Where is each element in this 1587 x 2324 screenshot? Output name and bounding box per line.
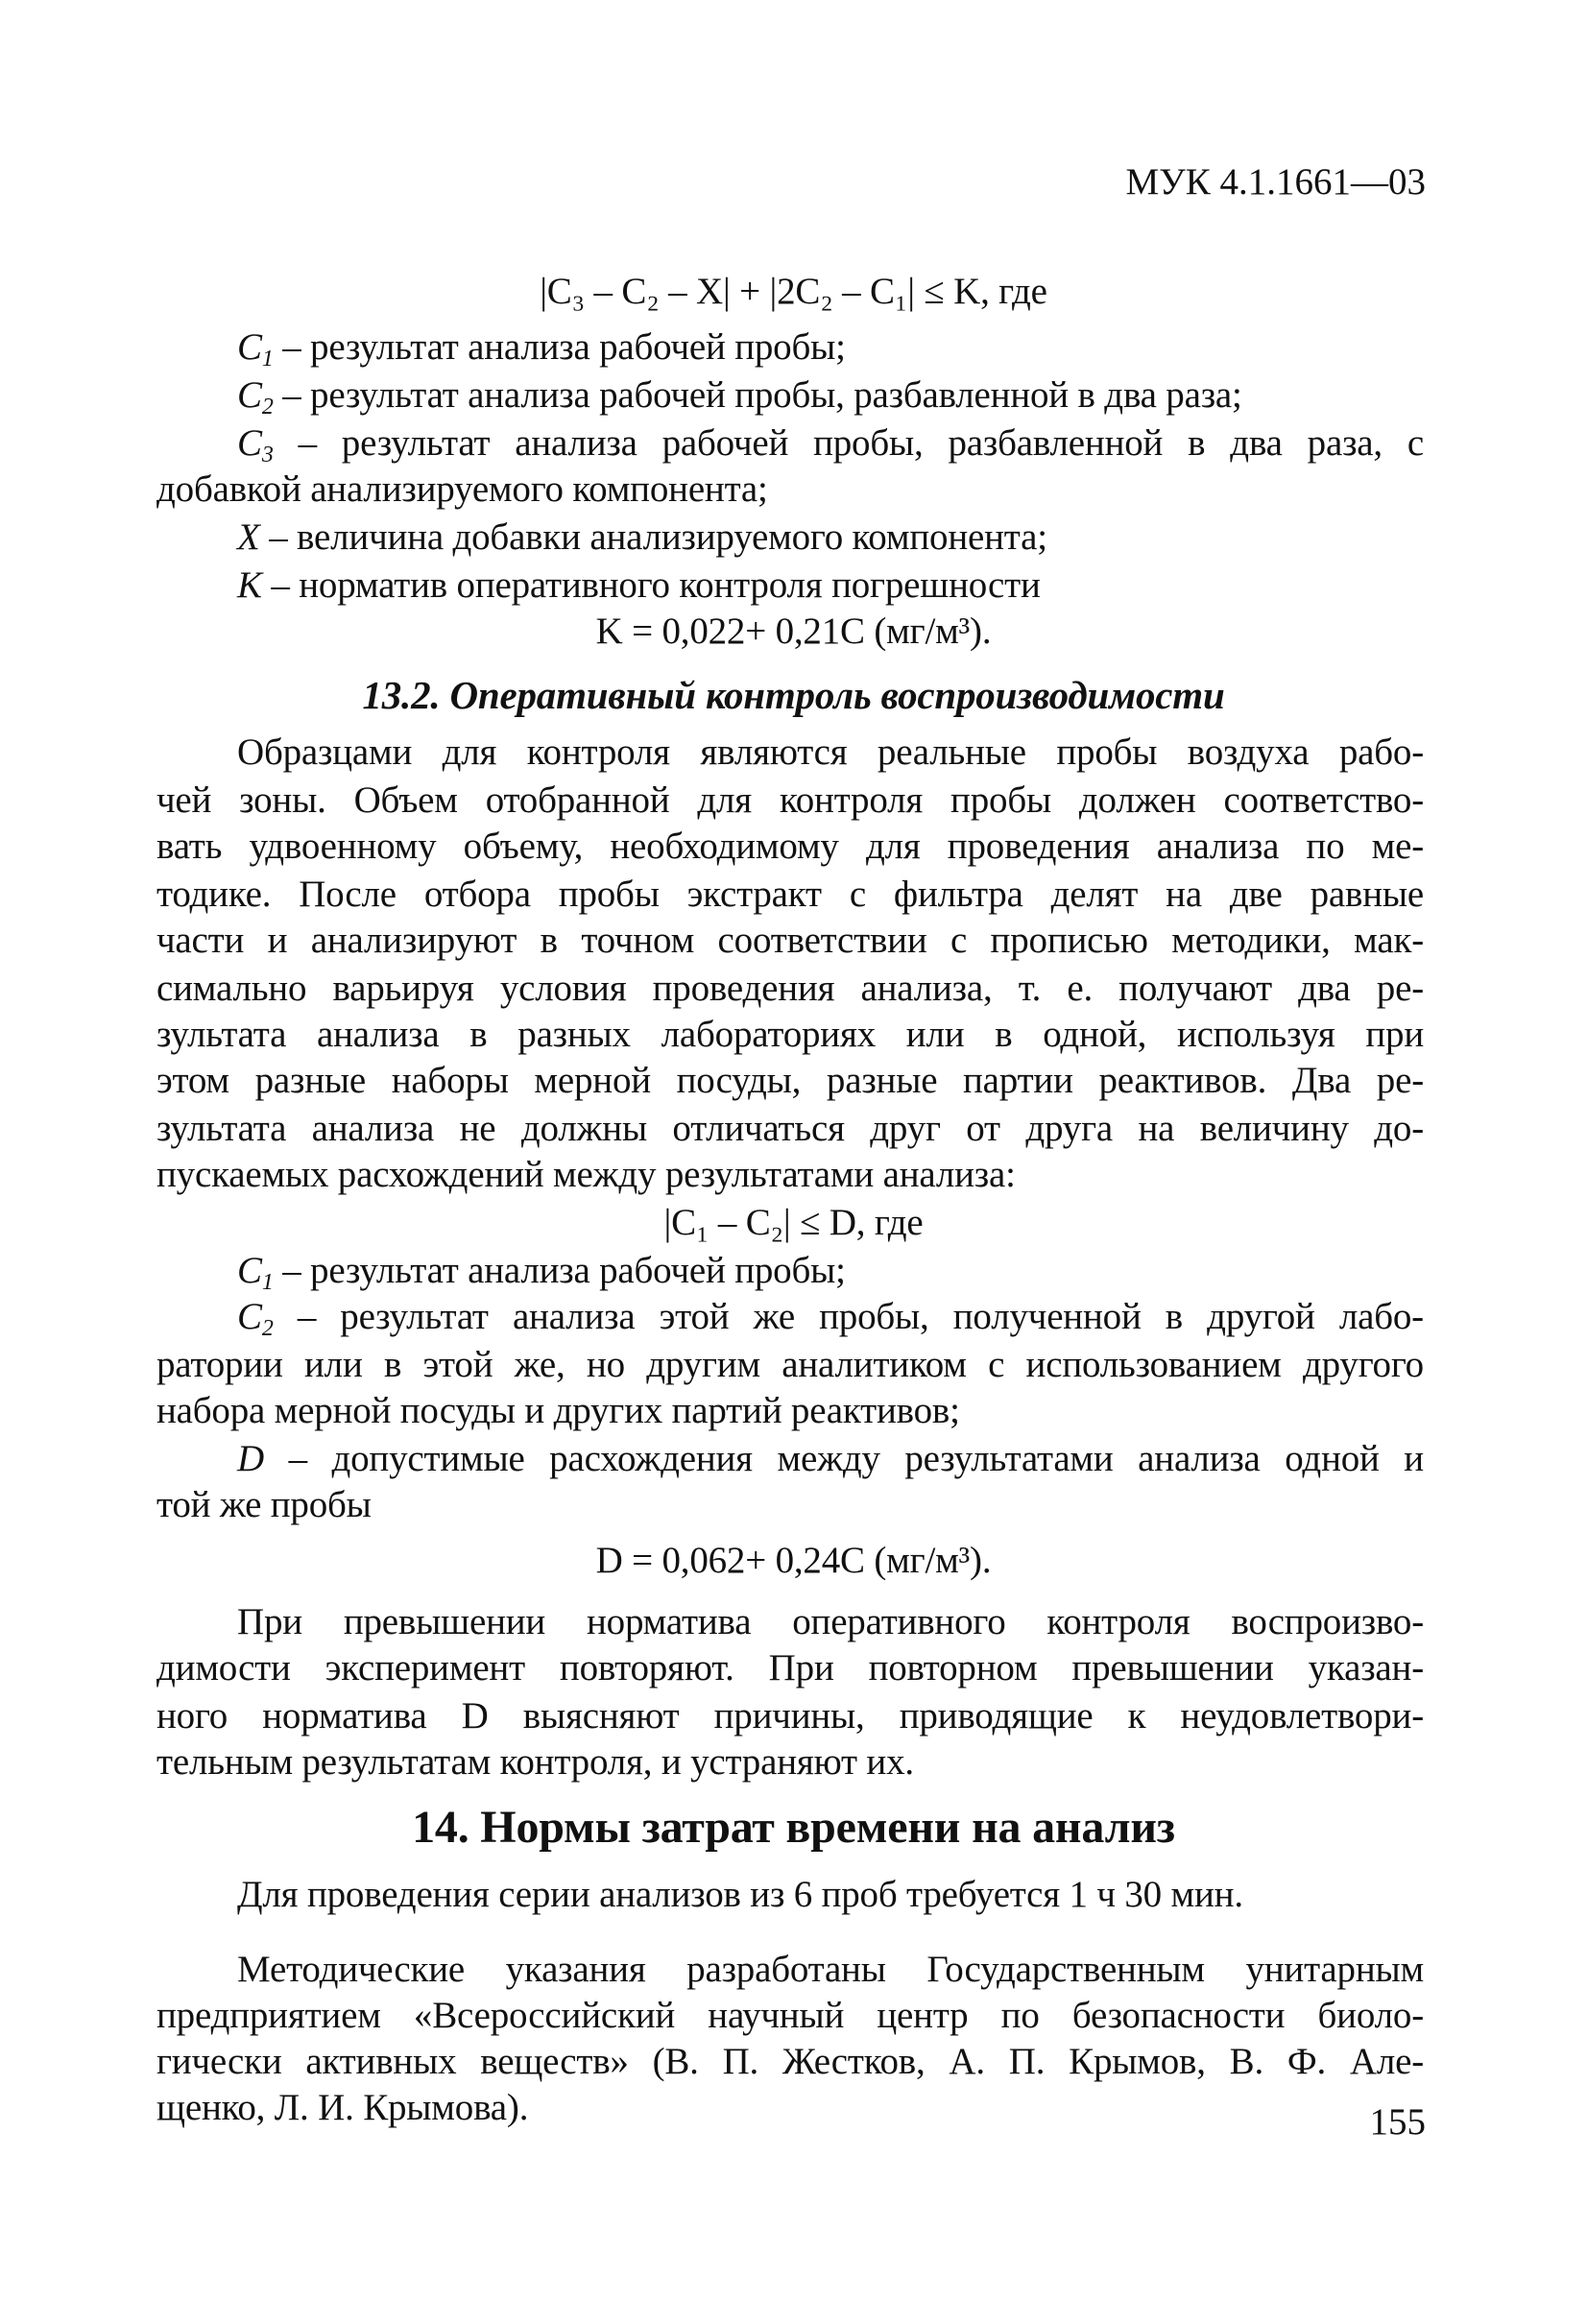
paragraph-line: симально варьируя условия проведения анализа, т. е. получают два ре- — [156, 968, 1424, 1009]
definition-c3-text: – результат анализа рабочей пробы, разбавленной в два раза, с — [298, 422, 1424, 464]
document-code-header: МУК 4.1.1661—03 — [1125, 161, 1426, 203]
definition-c1-text: – результат анализа рабочей пробы; — [282, 326, 846, 368]
paragraph-line: При превышении норматива оперативного контроля воспроизво- — [237, 1601, 1424, 1642]
definition-c1 — [237, 326, 1504, 369]
paragraph-line: зультата анализа не должны отличаться друг от друга на величину до- — [156, 1108, 1424, 1149]
paragraph-line: димости эксперимент повторяют. При повторном превышении указан- — [156, 1647, 1424, 1689]
formula-k-norm: K = 0,022+ 0,21C (мг/м³). — [595, 611, 992, 652]
credits-line: Методические указания разработаны Государственным унитарным — [237, 1949, 1424, 1990]
credits-line: щенко, Л. И. Крымова). — [156, 2087, 529, 2128]
paragraph-line: тельным результатам контроля, и устраняют их. — [156, 1741, 914, 1783]
symbol-c1: $C_1$ — [237, 1250, 274, 1295]
definition2-d-continued: той же пробы — [156, 1484, 372, 1525]
definition2-c2-text: – результат анализа этой же пробы, полученной в другой лабо- — [297, 1296, 1424, 1337]
definition-c2-text: – результат анализа рабочей пробы, разбавленной в два раза; — [282, 374, 1242, 416]
paragraph-line: этом разные наборы мерной посуды, разные партии реактивов. Два ре- — [156, 1060, 1424, 1101]
formula-reproducibility: |C₁ – C₂| ≤ D, где — [663, 1202, 924, 1243]
symbol-c1: $C_1$ — [237, 326, 274, 371]
paragraph-line: тодике. После отбора пробы экстракт с фильтра делят на две равные — [156, 874, 1424, 915]
symbol-x: X — [237, 516, 260, 558]
definition2-c2 — [237, 1296, 1424, 1341]
paragraph-line: Образцами для контроля являются реальные пробы воздуха рабо- — [237, 731, 1424, 773]
symbol-k: K — [237, 564, 262, 606]
section-heading-13-2: 13.2. Оперативный контроль воспроизводимости — [362, 673, 1225, 717]
paragraph-line: пускаемых расхождений между результатами анализа: — [156, 1154, 1016, 1195]
paragraph-line: ного норматива D выясняют причины, приводящие к неудовлетвори- — [156, 1695, 1424, 1737]
paragraph-line: зультата анализа в разных лабораториях или в одной, используя при — [156, 1014, 1424, 1055]
definition-x-text: – величина добавки анализируемого компонента; — [269, 516, 1047, 558]
definition2-d-text: – допустимые расхождения между результатами анализа одной и — [288, 1438, 1424, 1479]
section-heading-14: 14. Нормы затрат времени на анализ — [412, 1802, 1175, 1853]
definition2-c1-text: – результат анализа рабочей пробы; — [282, 1250, 846, 1291]
credits-line: гически активных веществ» (В. П. Жестков, А. П. Крымов, В. Ф. Але- — [156, 2041, 1424, 2082]
section-14-text: Для проведения серии анализов из 6 проб требуется 1 ч 30 мин. — [237, 1874, 1243, 1915]
paragraph-line: части и анализируют в точном соответствии с прописью методики, мак- — [156, 920, 1424, 961]
definition2-c2-continued: набора мерной посуды и других партий реактивов; — [156, 1390, 960, 1431]
symbol-c2: $C_2$ — [237, 1296, 274, 1341]
definition-c2 — [237, 374, 1504, 417]
symbol-d: D — [237, 1438, 264, 1479]
formula-d-norm: D = 0,062+ 0,24C (мг/м³). — [595, 1540, 992, 1581]
definition-c3-continued: добавкой анализируемого компонента; — [156, 468, 768, 510]
formula-control-check: |C₃ – C₂ – X| + |2C₂ – C₁| ≤ K, где — [540, 271, 1047, 312]
definition2-c1 — [237, 1250, 1504, 1295]
definition2-d — [237, 1438, 1424, 1480]
definition-k-text: – норматив оперативного контроля погрешности — [271, 564, 1041, 606]
definition-k — [237, 564, 1504, 607]
paragraph-line: вать удвоенному объему, необходимому для проведения анализа по ме- — [156, 826, 1424, 867]
credits-line: предприятием «Всероссийский научный центр по безопасности биоло- — [156, 1995, 1424, 2036]
paragraph-line: чей зоны. Объем отобранной для контроля пробы должен соответство- — [156, 779, 1424, 821]
definition-c3 — [237, 422, 1424, 465]
symbol-c3: $C_3$ — [237, 422, 274, 467]
definition2-c2-continued: ратории или в этой же, но другим аналитиком с использованием другого — [156, 1344, 1424, 1385]
definition-x — [237, 516, 1504, 559]
page-number: 155 — [1369, 2101, 1426, 2143]
symbol-c2: $C_2$ — [237, 374, 274, 419]
